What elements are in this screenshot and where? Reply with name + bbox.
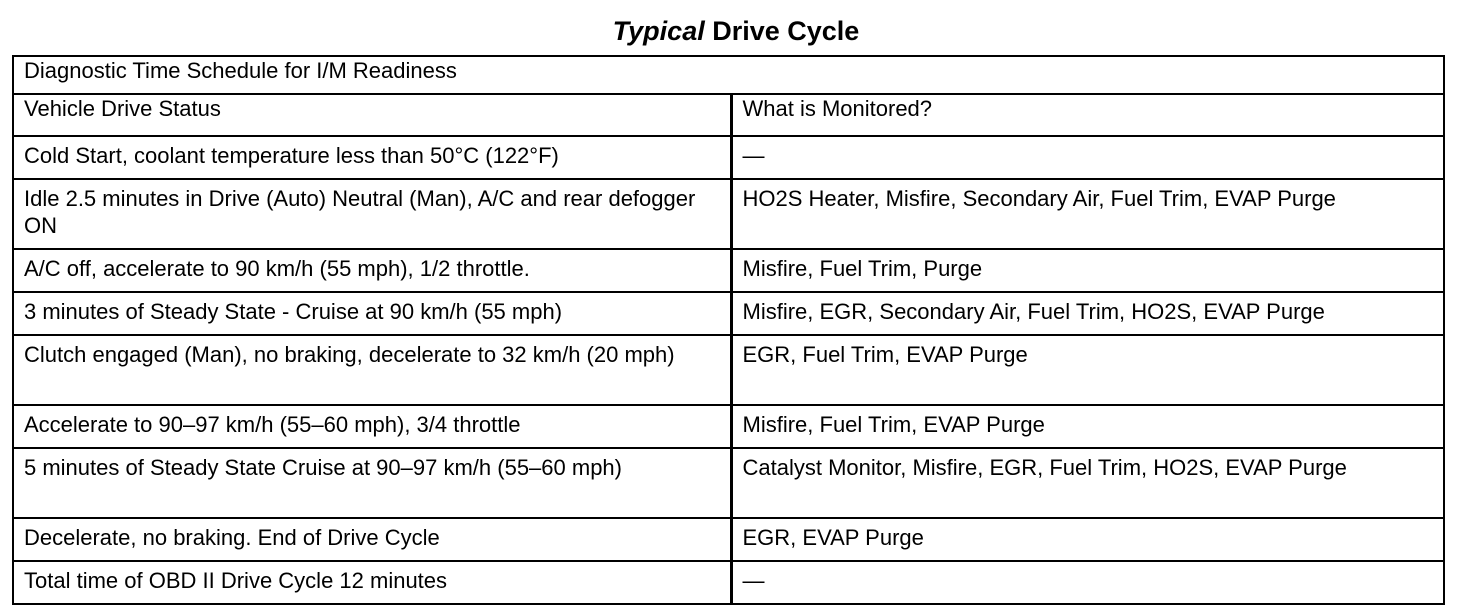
- drive-status-cell: Accelerate to 90–97 km/h (55–60 mph), 3/4 throttle: [13, 405, 731, 448]
- monitored-cell: Catalyst Monitor, Misfire, EGR, Fuel Trim, HO2S, EVAP Purge: [731, 448, 1444, 518]
- table-row: [13, 518, 1444, 561]
- monitored-cell: Misfire, Fuel Trim, Purge: [731, 249, 1444, 292]
- table-row: [13, 335, 1444, 405]
- document-title-prefix: Typical: [612, 16, 705, 46]
- document-title-suffix: Drive Cycle: [704, 16, 860, 46]
- table-row: [13, 292, 1444, 335]
- table-caption-row: [13, 56, 1444, 94]
- monitored-cell: Misfire, EGR, Secondary Air, Fuel Trim, HO2S, EVAP Purge: [731, 292, 1444, 335]
- document-title: [0, 14, 1472, 48]
- drive-status-cell: 3 minutes of Steady State - Cruise at 90 km/h (55 mph): [13, 292, 731, 335]
- table-row: [13, 179, 1444, 249]
- drive-status-cell: Total time of OBD II Drive Cycle 12 minutes: [13, 561, 731, 604]
- drive-status-cell: 5 minutes of Steady State Cruise at 90–97 km/h (55–60 mph): [13, 448, 731, 518]
- table-row: [13, 561, 1444, 604]
- monitored-cell: EGR, Fuel Trim, EVAP Purge: [731, 335, 1444, 405]
- column-header-what-is-monitored: What is Monitored?: [731, 94, 1444, 136]
- drive-status-cell: Clutch engaged (Man), no braking, decelerate to 32 km/h (20 mph): [13, 335, 731, 405]
- table-header-row: [13, 94, 1444, 136]
- monitored-cell: —: [731, 136, 1444, 179]
- table-row: [13, 448, 1444, 518]
- drive-cycle-table: [12, 55, 1445, 605]
- table-row: [13, 136, 1444, 179]
- drive-status-cell: A/C off, accelerate to 90 km/h (55 mph), 1/2 throttle.: [13, 249, 731, 292]
- table-row: [13, 249, 1444, 292]
- monitored-cell: —: [731, 561, 1444, 604]
- column-header-vehicle-drive-status: Vehicle Drive Status: [13, 94, 731, 136]
- table-row: [13, 405, 1444, 448]
- monitored-cell: HO2S Heater, Misfire, Secondary Air, Fuel Trim, EVAP Purge: [731, 179, 1444, 249]
- monitored-cell: Misfire, Fuel Trim, EVAP Purge: [731, 405, 1444, 448]
- drive-status-cell: Idle 2.5 minutes in Drive (Auto) Neutral (Man), A/C and rear defogger ON: [13, 179, 731, 249]
- table-caption: Diagnostic Time Schedule for I/M Readiness: [13, 56, 1444, 94]
- drive-status-cell: Cold Start, coolant temperature less than 50°C (122°F): [13, 136, 731, 179]
- drive-status-cell: Decelerate, no braking. End of Drive Cycle: [13, 518, 731, 561]
- monitored-cell: EGR, EVAP Purge: [731, 518, 1444, 561]
